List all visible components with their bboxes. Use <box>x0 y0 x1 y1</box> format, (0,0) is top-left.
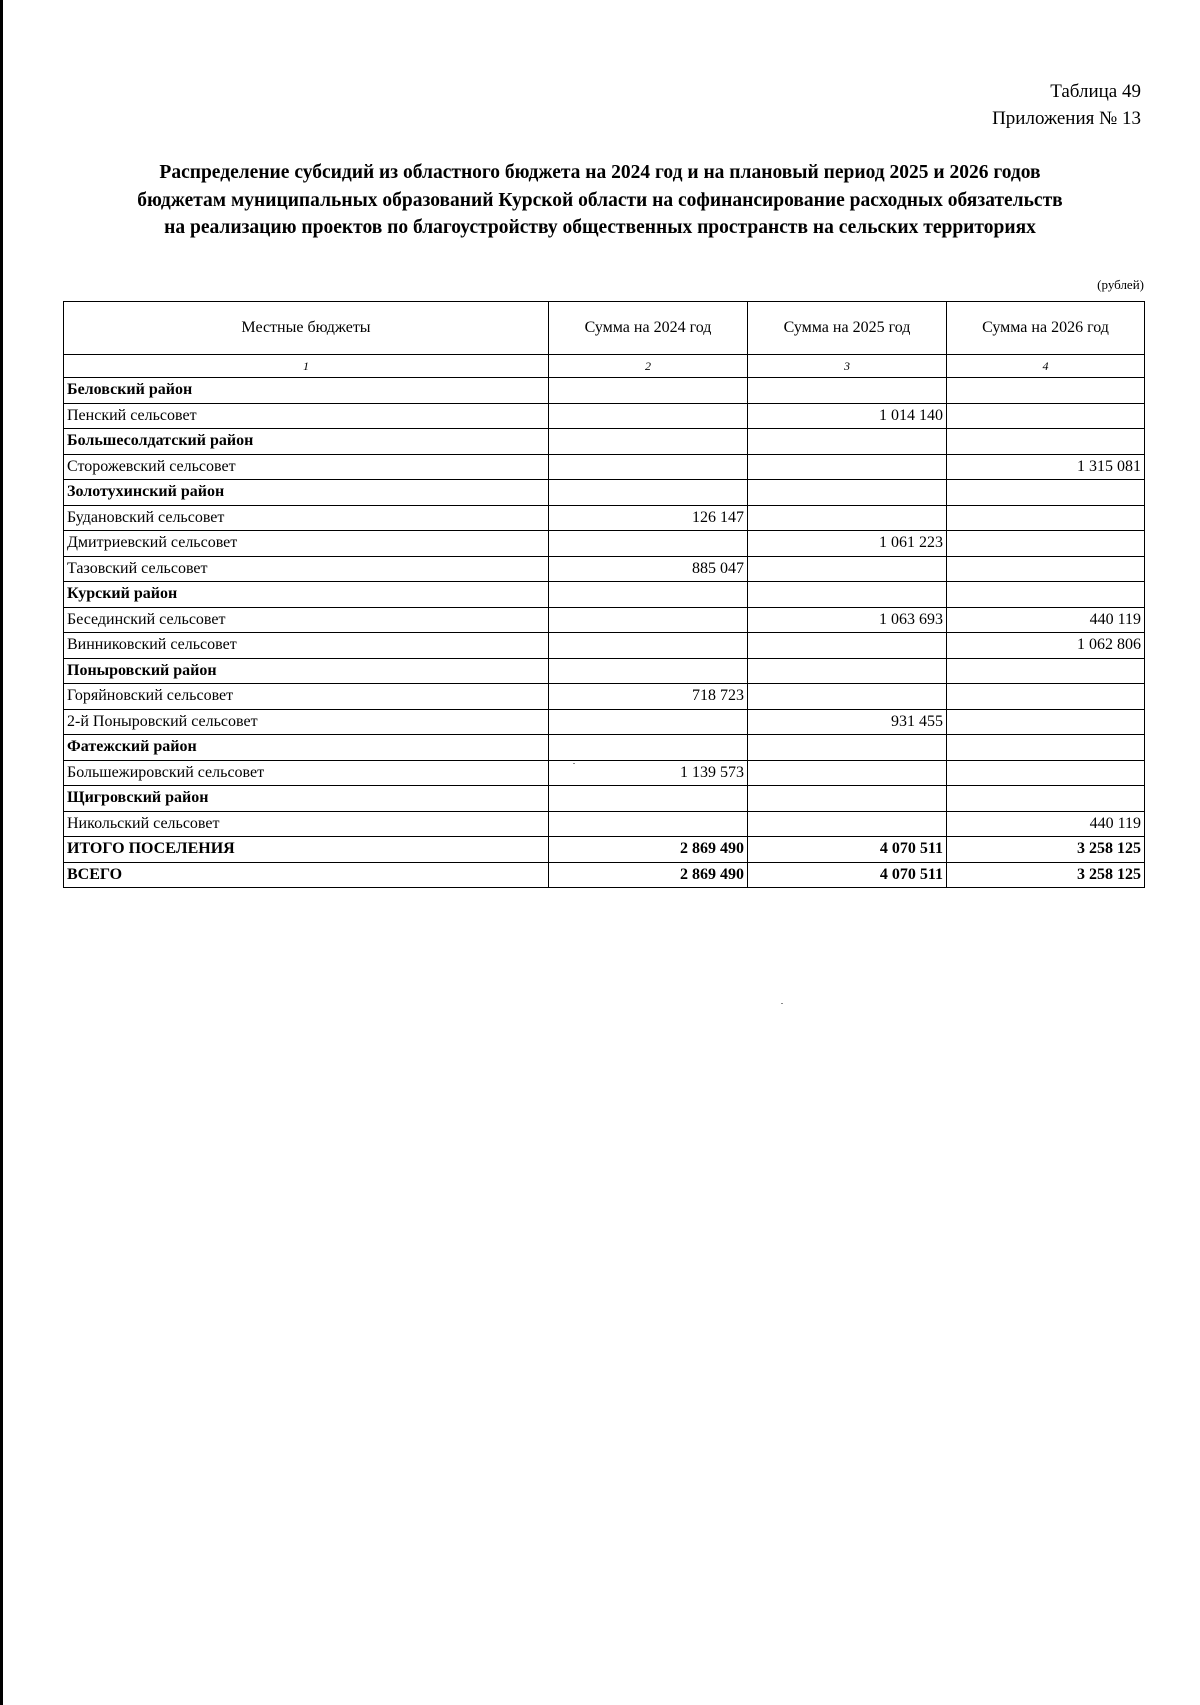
amount-cell: 3 258 125 <box>947 837 1145 863</box>
amount-cell <box>947 735 1145 761</box>
amount-cell: 1 062 806 <box>947 633 1145 659</box>
amount-cell <box>549 786 748 812</box>
amount-cell <box>947 531 1145 557</box>
amount-cell <box>947 709 1145 735</box>
amount-cell <box>549 403 748 429</box>
table-row <box>64 556 1145 582</box>
amount-cell <box>549 709 748 735</box>
amount-cell: 4 070 511 <box>748 862 947 888</box>
column-number: 1 <box>64 355 549 378</box>
table-row <box>64 709 1145 735</box>
amount-cell <box>748 760 947 786</box>
page-left-edge <box>0 0 3 1705</box>
amount-cell <box>748 556 947 582</box>
amount-cell: 2 869 490 <box>549 862 748 888</box>
amount-cell <box>549 658 748 684</box>
amount-cell <box>748 505 947 531</box>
column-header: Сумма на 2026 год <box>947 302 1145 355</box>
column-number: 3 <box>748 355 947 378</box>
amount-cell <box>549 480 748 506</box>
budget-name-cell: Поныровский район <box>64 658 549 684</box>
amount-cell <box>748 454 947 480</box>
amount-cell <box>549 735 748 761</box>
amount-cell <box>748 582 947 608</box>
budget-name-cell: Сторожевский сельсовет <box>64 454 549 480</box>
table-row <box>64 811 1145 837</box>
district-row <box>64 582 1145 608</box>
amount-cell <box>748 684 947 710</box>
budget-name-cell: Курский район <box>64 582 549 608</box>
budget-name-cell: Бесединский сельсовет <box>64 607 549 633</box>
table-row <box>64 633 1145 659</box>
scan-speck <box>573 763 575 764</box>
budget-name-cell: 2-й Поныровский сельсовет <box>64 709 549 735</box>
amount-cell <box>748 658 947 684</box>
column-header: Местные бюджеты <box>64 302 549 355</box>
amount-cell <box>947 582 1145 608</box>
amount-cell <box>947 786 1145 812</box>
amount-cell <box>748 811 947 837</box>
amount-cell: 126 147 <box>549 505 748 531</box>
table-row <box>64 454 1145 480</box>
budget-name-cell: Пенский сельсовет <box>64 403 549 429</box>
amount-cell <box>549 429 748 455</box>
amount-cell <box>947 658 1145 684</box>
column-header: Сумма на 2024 год <box>549 302 748 355</box>
amount-cell <box>549 378 748 404</box>
amount-cell <box>748 378 947 404</box>
amount-cell <box>748 429 947 455</box>
amount-cell <box>947 403 1145 429</box>
amount-cell: 4 070 511 <box>748 837 947 863</box>
district-row <box>64 786 1145 812</box>
table-row <box>64 760 1145 786</box>
amount-cell <box>748 735 947 761</box>
amount-cell: 718 723 <box>549 684 748 710</box>
table-header-row <box>64 302 1145 355</box>
amount-cell <box>549 531 748 557</box>
district-row <box>64 658 1145 684</box>
amount-cell <box>947 429 1145 455</box>
amount-cell <box>947 480 1145 506</box>
title-line: бюджетам муниципальных образований Курской области на софинансирование расходных обязательств <box>137 189 1063 211</box>
budget-name-cell: Горяйновский сельсовет <box>64 684 549 710</box>
table-row <box>64 607 1145 633</box>
district-row <box>64 378 1145 404</box>
document-title <box>40 159 1160 242</box>
unit-label: (рублей) <box>1097 277 1144 292</box>
amount-cell <box>549 633 748 659</box>
budget-name-cell: Большежировский сельсовет <box>64 760 549 786</box>
budget-name-cell: Винниковский сельсовет <box>64 633 549 659</box>
total-row <box>64 837 1145 863</box>
table-row <box>64 684 1145 710</box>
amount-cell <box>748 786 947 812</box>
scan-speck <box>781 1003 783 1004</box>
amount-cell: 1 063 693 <box>748 607 947 633</box>
amount-cell <box>549 811 748 837</box>
amount-cell <box>947 556 1145 582</box>
table-row <box>64 531 1145 557</box>
district-row <box>64 480 1145 506</box>
amount-cell: 1 315 081 <box>947 454 1145 480</box>
column-header: Сумма на 2025 год <box>748 302 947 355</box>
budget-name-cell: Тазовский сельсовет <box>64 556 549 582</box>
amount-cell: 1 139 573 <box>549 760 748 786</box>
table-row <box>64 505 1145 531</box>
subsidy-table <box>63 301 1145 888</box>
budget-name-cell: Будановский сельсовет <box>64 505 549 531</box>
amount-cell <box>947 505 1145 531</box>
column-number-row <box>64 355 1145 378</box>
document-header <box>992 78 1141 132</box>
amount-cell: 931 455 <box>748 709 947 735</box>
amount-cell <box>549 607 748 633</box>
table-body <box>64 378 1145 888</box>
amount-cell <box>947 684 1145 710</box>
amount-cell: 885 047 <box>549 556 748 582</box>
amount-cell: 3 258 125 <box>947 862 1145 888</box>
title-line: Распределение субсидий из областного бюджета на 2024 год и на плановый период 2025 и 2026 годов <box>159 162 1041 183</box>
amount-cell: 1 014 140 <box>748 403 947 429</box>
column-number: 4 <box>947 355 1145 378</box>
table-label: Таблица 49 <box>1050 81 1141 102</box>
amount-cell: 1 061 223 <box>748 531 947 557</box>
budget-name-cell: ИТОГО ПОСЕЛЕНИЯ <box>64 837 549 863</box>
budget-name-cell: Беловский район <box>64 378 549 404</box>
amount-cell <box>549 454 748 480</box>
budget-name-cell: ВСЕГО <box>64 862 549 888</box>
amount-cell <box>947 760 1145 786</box>
budget-name-cell: Фатежский район <box>64 735 549 761</box>
district-row <box>64 735 1145 761</box>
amount-cell <box>748 633 947 659</box>
budget-name-cell: Щигровский район <box>64 786 549 812</box>
total-row <box>64 862 1145 888</box>
amount-cell: 2 869 490 <box>549 837 748 863</box>
column-number: 2 <box>549 355 748 378</box>
budget-name-cell: Дмитриевский сельсовет <box>64 531 549 557</box>
amount-cell: 440 119 <box>947 607 1145 633</box>
amount-cell <box>549 582 748 608</box>
budget-name-cell: Золотухинский район <box>64 480 549 506</box>
amount-cell <box>947 378 1145 404</box>
amount-cell <box>748 480 947 506</box>
table-row <box>64 403 1145 429</box>
amount-cell: 440 119 <box>947 811 1145 837</box>
budget-name-cell: Большесолдатский район <box>64 429 549 455</box>
budget-name-cell: Никольский сельсовет <box>64 811 549 837</box>
district-row <box>64 429 1145 455</box>
appendix-label: Приложения № 13 <box>992 108 1141 129</box>
title-line: на реализацию проектов по благоустройству общественных пространств на сельских территориях <box>164 217 1036 238</box>
